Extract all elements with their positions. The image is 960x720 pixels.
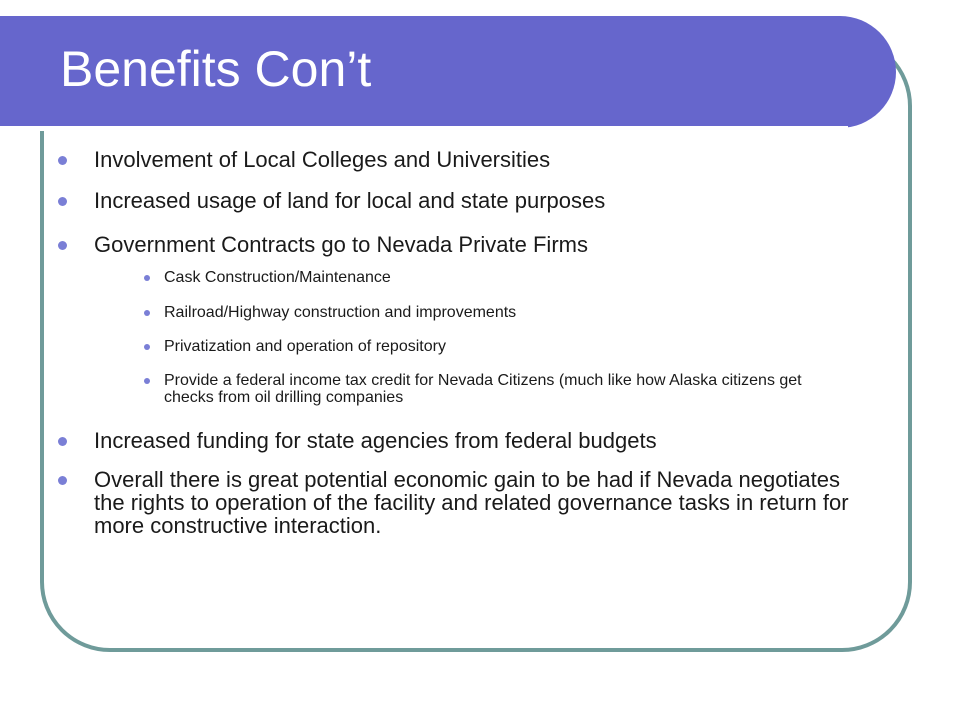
sub-bullet-text: Railroad/Highway construction and improvements [164, 304, 517, 321]
bullet-text: Overall there is great potential economic gain to be had if Nevada negotiates the rights to operation of the facility and related governance tasks in return for more constructive interaction. [94, 467, 849, 538]
sub-bullet-dot-icon [144, 310, 150, 316]
bullet-dot-icon [58, 437, 67, 446]
bullet-dot-icon [58, 197, 67, 206]
bullet-text: Government Contracts go to Nevada Private Firms [94, 232, 588, 257]
bullet-dot-icon [58, 476, 67, 485]
bullet-item [58, 148, 888, 171]
title-underline [0, 126, 848, 131]
bullet-item [58, 233, 888, 256]
bullet-dot-icon [58, 241, 67, 250]
sub-bullet-item [144, 372, 844, 406]
bullet-item [58, 189, 888, 212]
bullet-text: Involvement of Local Colleges and Universities [94, 147, 551, 172]
sub-bullet-item [144, 338, 844, 355]
sub-bullet-dot-icon [144, 378, 150, 384]
bullet-item [58, 429, 888, 452]
bullet-text: Increased usage of land for local and state purposes [94, 188, 606, 213]
sub-bullet-item [144, 269, 844, 286]
sub-bullet-text: Privatization and operation of repository [164, 338, 446, 355]
sub-bullet-item [144, 304, 844, 321]
slide-title: Benefits Con’t [60, 41, 372, 97]
bullet-text: Increased funding for state agencies from federal budgets [94, 428, 657, 453]
bullet-dot-icon [58, 156, 67, 165]
sub-bullet-dot-icon [144, 344, 150, 350]
sub-bullet-text: Cask Construction/Maintenance [164, 269, 391, 286]
sub-bullet-text: Provide a federal income tax credit for Nevada Citizens (much like how Alaska citizens get checks from oil drilling companies [164, 372, 802, 406]
sub-bullet-dot-icon [144, 275, 150, 281]
bullet-item [58, 468, 858, 537]
